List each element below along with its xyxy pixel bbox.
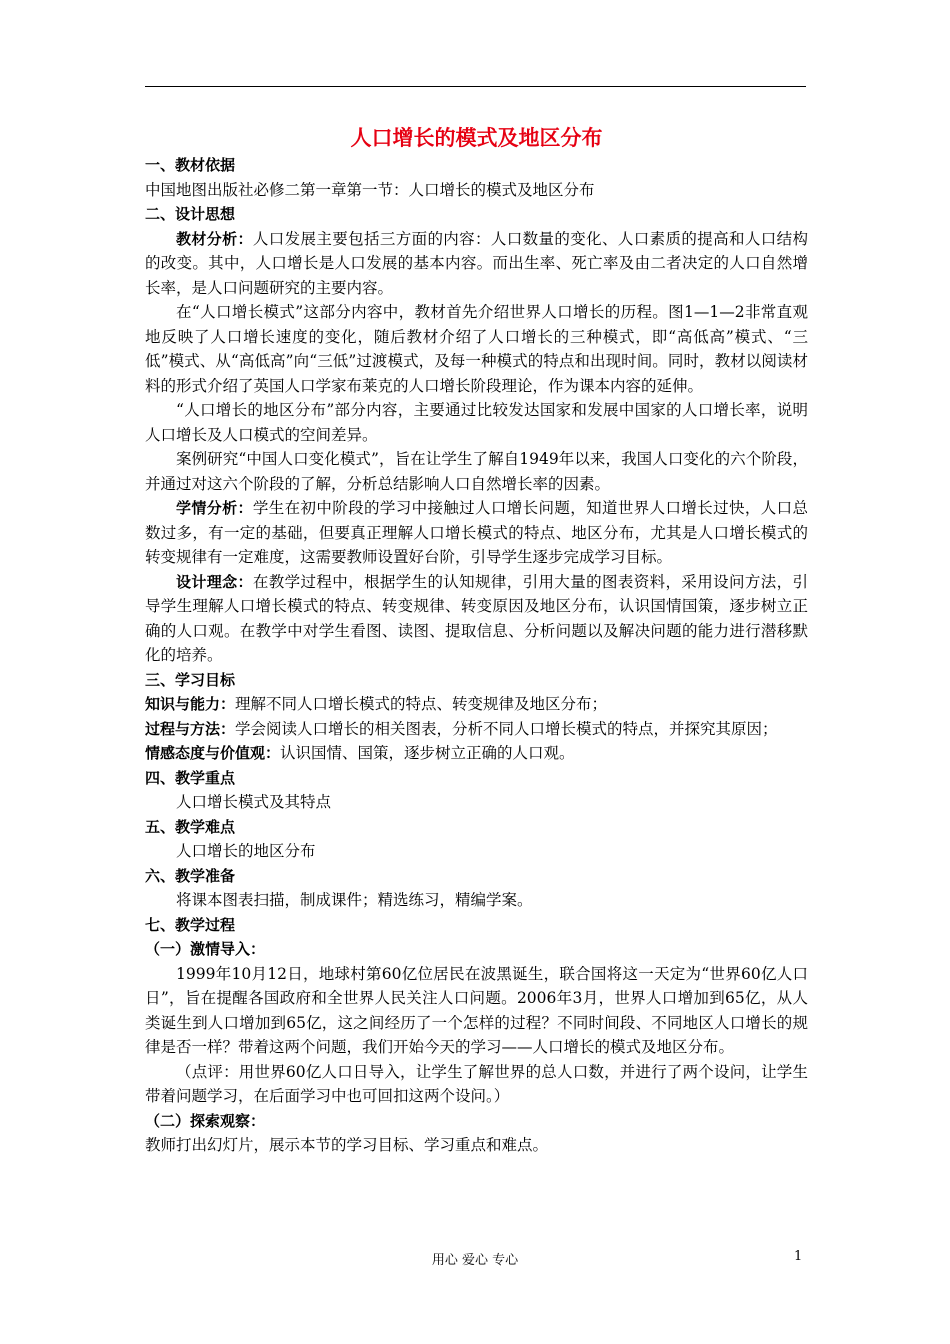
text-process: 学会阅读人口增长的相关图表，分析不同人口增长模式的特点，并探究其原因； — [235, 719, 778, 738]
section-heading-5: 五、教学难点 — [145, 817, 236, 836]
section-6-text: 将课本图表扫描，制成课件；精选练习，精编学案。 — [176, 891, 533, 909]
section-5-text: 人口增长的地区分布 — [176, 842, 316, 860]
label-process: 过程与方法： — [145, 719, 236, 738]
text-design-concept: 在教学过程中，根据学生的认知规律，引用大量的图表资料，采用设问方法，引导学生理解人口增长模式的特点、转变规律、转变原因及地区分布，认识国情国策，逐步树立正确的人口观。在教学中对学生看图、读图、提取信息、分析问题以及解决问题的能力进行潜移默化的培养。 — [145, 572, 808, 664]
section-heading-4: 四、教学重点 — [145, 768, 236, 787]
text-attitude: 认识国情、国策，逐步树立正确的人口观。 — [280, 744, 575, 762]
paragraph-textbook-analysis — [145, 227, 808, 301]
header-rule — [145, 86, 806, 87]
section-heading-7: 七、教学过程 — [145, 915, 236, 934]
section-4-text: 人口增长模式及其特点 — [176, 793, 332, 811]
text-student-analysis: 学生在初中阶段的学习中接触过人口增长问题，知道世界人口增长过快，人口总数过多，有一定的基础，但要真正理解人口增长模式的特点、地区分布，尤其是人口增长模式的转变规律有一定难度，这需要教师设置好台阶，引导学生逐步完成学习目标。 — [145, 499, 808, 566]
paragraph-intro: 1999年10月12日，地球村第60亿位居民在波黑诞生，联合国将这一天定为“世界60亿人口日”，旨在提醒各国政府和全世界人民关注人口问题。2006年3月，世界人口增加到65亿，从人类诞生到人口增加到65亿，这之间经历了一个怎样的过程？不同时间段、不同地区人口增长的规律是否一样？带着这两个问题，我们开始今天的学习——人口增长的模式及地区分布。 — [145, 964, 808, 1056]
goal-process — [145, 717, 808, 742]
footer-motto: 用心 爱心 专心 — [431, 1253, 519, 1268]
paragraph-growth-mode: 在“人口增长模式”这部分内容中，教材首先介绍世界人口增长的历程。图1—1—2非常直观地反映了人口增长速度的变化，随后教材介绍了人口增长的三种模式，即“高低高”模式、“三低”模式、从“高低高”向“三低”过渡模式，及每一种模式的特点和出现时间。同时，教材以阅读材料的形式介绍了英国人口学家布莱克的人口增长阶段理论，作为课本内容的延伸。 — [145, 303, 808, 395]
label-textbook-analysis: 教材分析： — [176, 229, 253, 248]
goal-knowledge — [145, 692, 808, 717]
paragraph-comment: （点评：用世界60亿人口日导入，让学生了解世界的总人口数，并进行了两个设问，让学生带着问题学习，在后面学习中也可回扣这两个设问。） — [145, 1062, 808, 1105]
document-body — [145, 124, 808, 1158]
goal-attitude — [145, 741, 808, 766]
section-heading-1: 一、教材依据 — [145, 156, 236, 174]
section-heading-3: 三、学习目标 — [145, 670, 236, 689]
label-design-concept: 设计理念： — [176, 572, 253, 591]
section-1-text: 中国地图出版社必修二第一章第一节：人口增长的模式及地区分布 — [145, 180, 595, 199]
label-knowledge: 知识与能力： — [145, 695, 236, 713]
label-student-analysis: 学情分析： — [176, 499, 253, 517]
label-attitude: 情感态度与价值观： — [145, 744, 281, 762]
page-number: 1 — [794, 1249, 803, 1264]
subheading-explore: （二）探索观察： — [145, 1111, 266, 1130]
page-footer — [0, 1249, 950, 1269]
section-heading-6: 六、教学准备 — [145, 866, 236, 885]
paragraph-explore: 教师打出幻灯片，展示本节的学习目标、学习重点和难点。 — [145, 1136, 549, 1154]
paragraph-design-concept — [145, 570, 808, 668]
paragraph-student-analysis — [145, 496, 808, 570]
text-knowledge: 理解不同人口增长模式的特点、转变规律及地区分布； — [235, 695, 608, 713]
document-title: 人口增长的模式及地区分布 — [350, 126, 603, 150]
section-heading-2: 二、设计思想 — [145, 205, 236, 223]
paragraph-case-study: 案例研究“中国人口变化模式”，旨在让学生了解自1949年以来，我国人口变化的六个阶段，并通过对这六个阶段的了解，分析总结影响人口自然增长率的因素。 — [145, 450, 808, 493]
paragraph-regional-distribution: “人口增长的地区分布”部分内容，主要通过比较发达国家和发展中国家的人口增长率，说明人口增长及人口模式的空间差异。 — [145, 401, 808, 444]
subheading-intro: （一）激情导入： — [145, 940, 266, 958]
text-textbook-analysis: 人口发展主要包括三方面的内容：人口数量的变化、人口素质的提高和人口结构的改变。其中，人口增长是人口发展的基本内容。而出生率、死亡率及由二者决定的人口自然增长率，是人口问题研究的主要内容。 — [145, 229, 808, 297]
